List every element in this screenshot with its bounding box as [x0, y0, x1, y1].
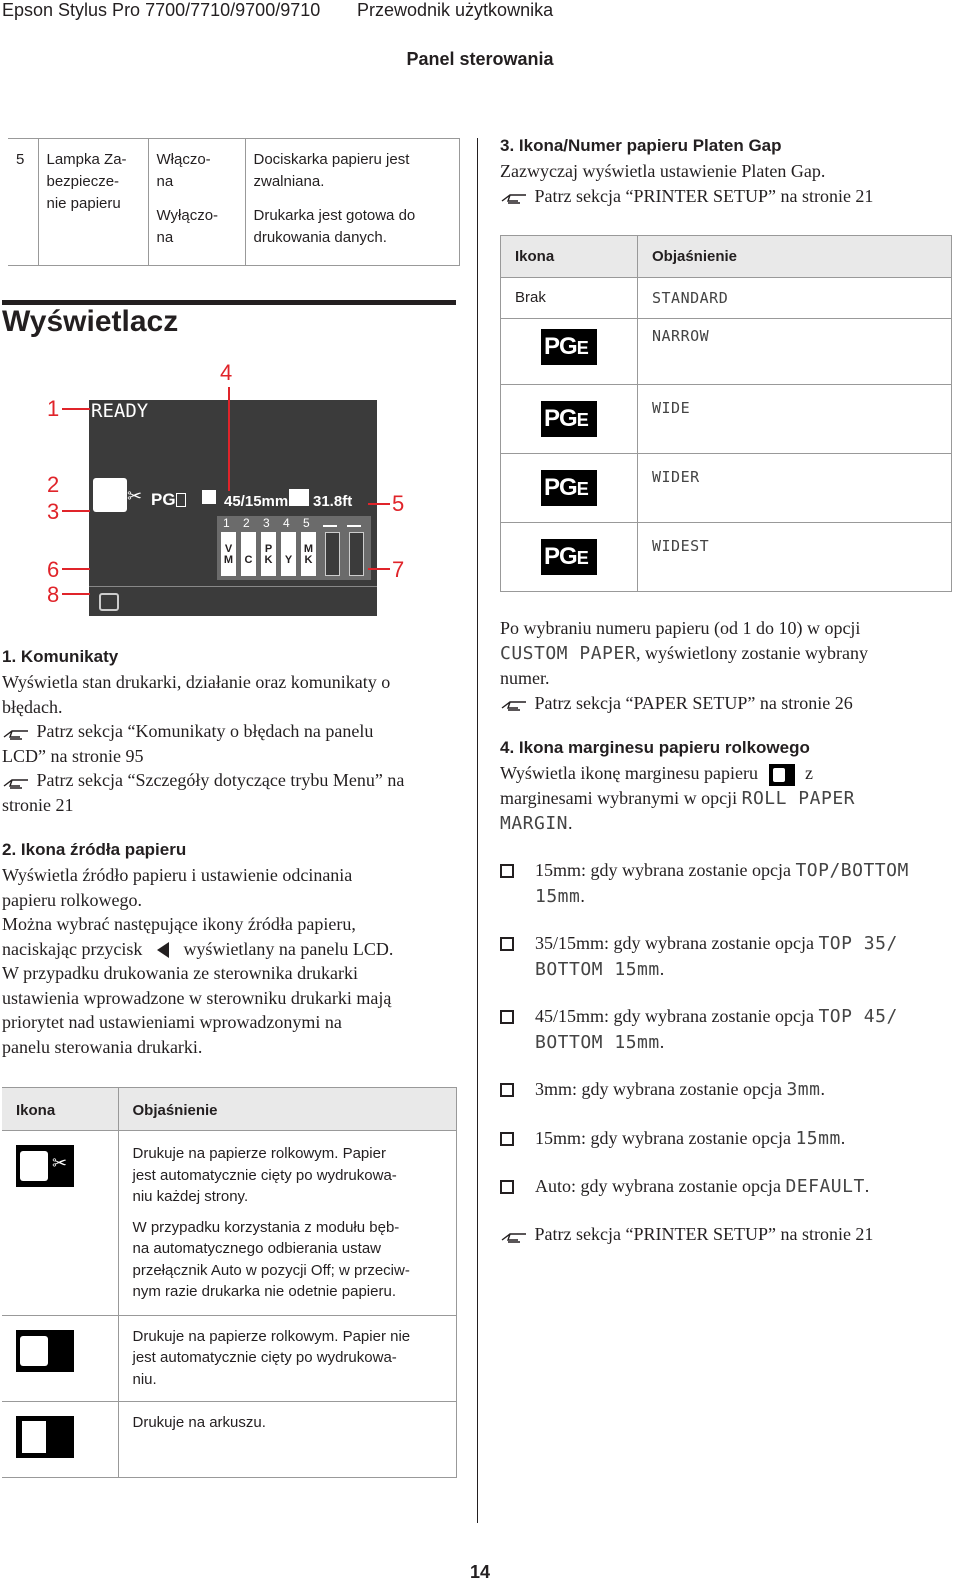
callout-1: 1 [47, 396, 60, 421]
page-section-title: Panel sterowania [406, 49, 554, 69]
icon-cell [501, 454, 638, 523]
lcd-pg-label: PG [151, 490, 176, 509]
sec4-body: Wyświetla ikonę marginesu papieru z marginesami wybranymi w opcji ROLL PAPER MARGIN. [500, 763, 855, 835]
col-header-icon: Ikona [501, 236, 638, 278]
callout-5: 5 [392, 491, 405, 516]
sheet-icon [16, 1416, 74, 1458]
desc-cell: Drukuje na papierze rolkowym. Papier nie jest automatycznie cięty po wydrukowa- niu. [118, 1315, 457, 1401]
lcd-scissors-icon: ✂ [127, 486, 143, 506]
lcd-tank-icon [323, 517, 337, 527]
platen-value: WIDE [638, 385, 952, 454]
roll-cut-icon: ✂ [16, 1145, 74, 1187]
pg-icon: PGE [541, 539, 597, 575]
icon-cell [501, 385, 638, 454]
icon-cell [2, 1315, 118, 1401]
checkbox-bullet-icon [500, 937, 514, 951]
final-reference: Patrz sekcja “PRINTER SETUP” na stronie 21 [500, 1222, 955, 1247]
callout-line [368, 503, 390, 505]
callout-3: 3 [47, 499, 60, 524]
lcd-length: 31.8ft [313, 493, 353, 510]
callout-2: 2 [47, 472, 60, 497]
callout-7: 7 [392, 557, 405, 582]
maintenance-tank [349, 532, 364, 576]
ink-cartridge: M K [301, 532, 316, 576]
ink-cartridge: P K [261, 532, 276, 576]
reference-hand-icon [500, 696, 530, 712]
ink-cartridge: V M [221, 532, 236, 576]
icon-cell [501, 319, 638, 385]
platen-value: NARROW [638, 319, 952, 385]
callout-4: 4 [220, 360, 233, 385]
platen-gap-table [500, 235, 952, 592]
callout-6: 6 [47, 557, 60, 582]
platen-value: WIDEST [638, 523, 952, 592]
callout-line [62, 510, 90, 512]
callout-line [62, 408, 90, 410]
icon-cell: Brak [501, 278, 638, 319]
lcd-slot-1: 1 [223, 516, 230, 530]
sec2-title: 2. Ikona źródła papieru [2, 840, 187, 859]
lamp-desc-on: Dociskarka papieru jest zwalniana. [245, 139, 460, 204]
maintenance-tank [325, 532, 340, 576]
lcd-takeup-icon [99, 593, 119, 611]
lcd-ink-panel [217, 516, 371, 580]
ink-cartridge: C [241, 532, 256, 576]
lamp-name: Lampka Za- bezpiecze- nie papieru [38, 139, 148, 266]
lcd-slot-4: 4 [283, 516, 290, 530]
list-item: 15mm: gdy wybrana zostanie opcja TOP/BOTTOM 15mm. [500, 858, 955, 909]
platen-value: WIDER [638, 454, 952, 523]
checkbox-bullet-icon [500, 1083, 514, 1097]
lamp-num: 5 [8, 139, 38, 266]
callout-line [368, 568, 390, 570]
lcd-roll-icon [93, 478, 127, 512]
reference-hand-icon [2, 774, 32, 790]
checkbox-bullet-icon [500, 864, 514, 878]
left-arrow-icon [157, 942, 169, 958]
lcd-slot-2: 2 [243, 516, 250, 530]
icon-cell [501, 523, 638, 592]
roll-icon [16, 1330, 74, 1372]
checkbox-bullet-icon [500, 1180, 514, 1194]
lamp-desc-off: Drukarka jest gotowa do drukowania danych. [245, 203, 460, 265]
pg-icon: PGE [541, 401, 597, 437]
callout-line [62, 593, 90, 595]
display-heading: Wyświetlacz [2, 305, 179, 338]
callout-line [228, 387, 230, 491]
lcd-divider [89, 586, 377, 587]
lcd-slot-5: 5 [303, 516, 310, 530]
column-divider [477, 138, 478, 1523]
lamp-table [8, 138, 460, 266]
header-guide: Przewodnik użytkownika [357, 0, 554, 20]
paper-number-text: Po wybraniu numeru papieru (od 1 do 10) w opcji CUSTOM PAPER, wyświetlony zostanie wybrany numer. Patrz sekcja “PAPER SETUP” na stronie 26 [500, 618, 868, 713]
sec4-title: 4. Ikona marginesu papieru rolkowego [500, 738, 810, 757]
sec2-body: Wyświetla źródło papieru i ustawienie odcinania papieru rolkowego. Można wybrać następujące ikony źródła papieru, naciskając przycisk wyświetlany na panelu LCD. W przypadku drukowania ze sterownika drukarki ustawienia wprowadzone w sterowniku drukarki mają priorytet nad ustawieniami wprowadzonymi na panelu sterowania drukarki. [2, 865, 394, 1057]
list-item: 35/15mm: gdy wybrana zostanie opcja TOP 35/ BOTTOM 15mm. [500, 931, 955, 982]
desc-cell: Drukuje na papierze rolkowym. Papier jest automatycznie cięty po wydrukowa- niu każdej strony. W przypadku korzystania z modułu bęb- na automatycznego odbierania ustaw przełącznik Auto w pozycji Off; w przeciw- nym razie drukarka nie odetnie papieru. [118, 1131, 457, 1316]
list-item: 15mm: gdy wybrana zostanie opcja 15mm. [500, 1126, 955, 1152]
list-item: 3mm: gdy wybrana zostanie opcja 3mm. [500, 1077, 955, 1103]
lcd-margin-icon [202, 490, 216, 504]
callout-line [62, 568, 90, 570]
reference-hand-icon [2, 725, 32, 741]
sec3-body: Zazwyczaj wyświetla ustawienie Platen Gap. Patrz sekcja “PRINTER SETUP” na stronie 21 [500, 161, 874, 206]
reference-hand-icon [500, 1228, 530, 1244]
lcd-slot-3: 3 [263, 516, 270, 530]
checkbox-bullet-icon [500, 1132, 514, 1146]
lcd-tank-icon [347, 517, 361, 527]
col-header-desc: Objaśnienie [118, 1088, 457, 1131]
pg-icon: PGE [541, 470, 597, 506]
sec3-title: 3. Ikona/Numer papieru Platen Gap [500, 136, 782, 155]
ink-cartridge: Y [281, 532, 296, 576]
lamp-state-off: Wyłączo- na [148, 203, 245, 265]
list-item: Auto: gdy wybrana zostanie opcja DEFAULT. [500, 1174, 955, 1200]
sec1-title: 1. Komunikaty [2, 647, 119, 666]
paper-source-table [2, 1087, 457, 1478]
desc-cell: Drukuje na arkuszu. [118, 1401, 457, 1477]
pg-icon: PGE [541, 329, 597, 365]
icon-cell [2, 1131, 118, 1316]
col-header-icon: Ikona [2, 1088, 118, 1131]
list-item: 45/15mm: gdy wybrana zostanie opcja TOP 45/ BOTTOM 15mm. [500, 1004, 955, 1055]
reference-hand-icon [500, 189, 530, 205]
header-product: Epson Stylus Pro 7700/7710/9700/9710 [2, 0, 321, 20]
platen-value: STANDARD [638, 278, 952, 319]
lcd-screen [89, 400, 377, 616]
lcd-margin: 45/15mm [224, 493, 289, 510]
icon-cell [2, 1401, 118, 1477]
sec1-body: Wyświetla stan drukarki, działanie oraz komunikaty o błędach. Patrz sekcja “Komunikaty o błędach na panelu LCD” na stronie 95 Patrz sekcja “Szczegóły dotyczące trybu Menu” na stronie 21 [2, 672, 405, 815]
lcd-pg-marker-icon [176, 493, 186, 507]
col-header-desc: Objaśnienie [638, 236, 952, 278]
checkbox-bullet-icon [500, 1010, 514, 1024]
callout-8: 8 [47, 582, 60, 607]
lamp-state-on: Włączo- na [148, 139, 245, 204]
roll-margin-icon [769, 764, 795, 786]
page-number: 14 [469, 1562, 491, 1582]
lcd-status: READY [91, 400, 149, 422]
lcd-length-icon [289, 489, 309, 506]
